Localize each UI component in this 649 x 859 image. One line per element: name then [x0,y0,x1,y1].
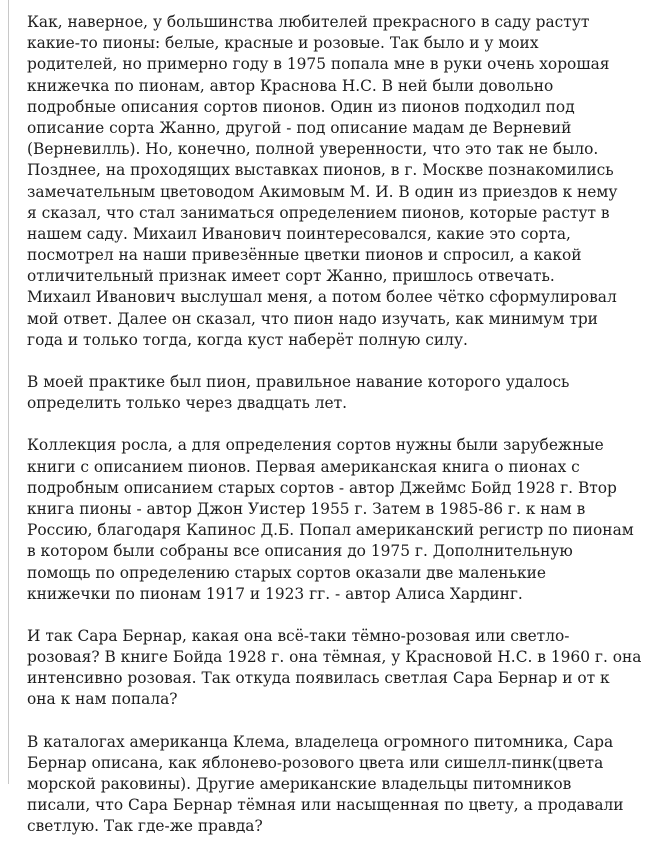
text-line: книги с описанием пионов. Первая американская книга о пионах с [27,457,580,476]
text-line: она к нам попала? [27,690,178,709]
paragraph-3 [27,435,647,605]
text-line: книжечки по пионам 1917 и 1923 гг. - автор Алиса Хардинг. [27,584,523,603]
text-line: отличительный признак имеет сорт Жанно, пришлось отвечать. [27,267,555,286]
text-line: определить только через двадцать лет. [27,394,348,413]
text-line: Россию, благодаря Капинос Д.Б. Попал американский регистр по пионам [27,521,634,540]
text-line: (Верневилль). Но, конечно, полной уверенности, что это так не было. [27,140,599,159]
text-line: Михаил Иванович выслушал меня, а потом более чётко сформулировал [27,288,617,307]
text-line: подробные описания сортов пионов. Один из пионов подходил под [27,97,575,116]
text-line: Бернар описана, как яблоневo-розового цвета или сишелл-пинк(цвета [27,753,604,772]
text-line: И так Сара Бернар, какая она всё-таки тёмно-розовая или светло- [27,626,570,645]
text-line: я сказал, что стал заниматься определением пионов, которые растут в [27,203,610,222]
text-line: В моей практике был пион, правильное навание которого удалось [27,373,570,391]
text-line: светлую. Так где-же правда? [27,817,263,836]
paragraph-4 [27,626,647,711]
text-line: мой ответ. Далее он сказал, что пион надо изучать, как минимум три [27,309,598,328]
text-line: Позднее, на проходящих выставках пионов, в г. Москве познакомились [27,161,614,180]
text-line: помощь по определению старых сортов оказали две маленькие [27,563,546,582]
text-line: книжечка по пионам, автор Краснова Н.С. В ней были довольно [27,76,554,95]
text-line: какие-то пионы: белые, красные и розовые. Так было и у моих [27,34,539,53]
text-line: подробным описанием старых сортов - автор Джеймс Бойд 1928 г. Втор [27,478,617,497]
paragraph-1 [27,12,647,351]
text-line: нашем саду. Михаил Иванович поинтересовался, какие это сорта, [27,224,571,243]
article-text [27,12,647,859]
text-line: интенсивно розовая. Так откуда появилась светлая Сара Бернар и от к [27,669,610,688]
text-line: посмотрел на наши привезённые цветки пионов и спросил, а какой [27,246,582,265]
text-line: родителей, но примерно году в 1975 попала мне в руки очень хорошая [27,55,610,74]
text-line: Как, наверное, у большинства любителей прекрасного в саду растут [27,13,590,31]
text-line: книга пионы - автор Джон Уистер 1955 г. Затем в 1985-86 г. к нам в [27,499,586,518]
paragraph-2 [27,372,647,414]
text-line: в котором были собраны все описания до 1975 г. Дополнительную [27,542,573,561]
text-line: Коллекция росла, а для определения сортов нужны были зарубежные [27,436,604,455]
text-line: морской раковины). Другие американские владельцы питомников [27,775,572,793]
paragraph-5 [27,732,647,838]
text-line: года и только тогда, когда куст наберёт полную силу. [27,330,468,349]
text-line: описание сорта Жанно, другой - под описание мадам де Верневий [27,118,572,137]
article-frame [8,0,649,836]
text-line: В каталогах американца Клема, владелеца огромного питомника, Сара [27,732,614,751]
text-line: замечательным цветоводом Акимовым М. И. В один из приездов к нему [27,182,618,201]
text-line: писали, что Сара Бернар тёмная или насыщенная по цвету, а продавали [27,796,624,815]
text-line: розовая? В книге Бойда 1928 г. она тёмная, у Красновой Н.С. в 1960 г. она [27,648,642,667]
